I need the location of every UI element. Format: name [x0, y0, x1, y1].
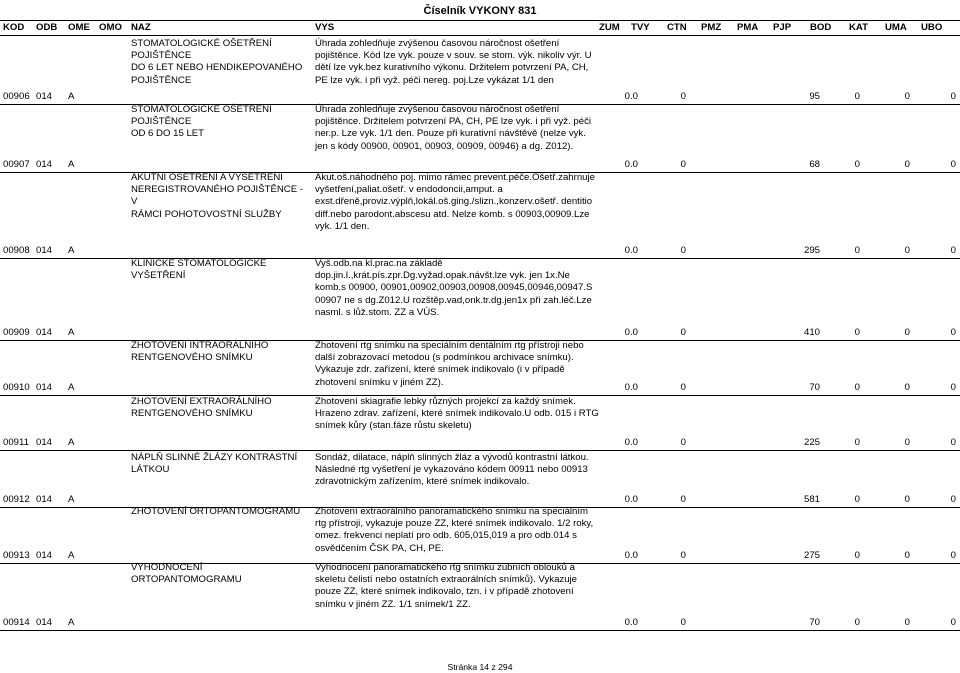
row-description-line: Vyhodnocení panoramatického rtg snímku zubních oblouků a	[315, 562, 575, 573]
row-code: 00907	[3, 159, 30, 170]
row-name	[131, 258, 311, 282]
row-zum: 0.0	[624, 327, 638, 338]
row-zum: 0.0	[624, 245, 638, 256]
row-uma: 0	[904, 382, 910, 393]
row-name	[131, 104, 311, 141]
row-description-line: dop.jin.l.,krát.pís.zpr.Dg.vyžad.opak.návšt.lze vyk. jen 1x.Ne	[315, 270, 570, 282]
col-ubo: UBO	[921, 22, 943, 33]
col-ome: OME	[68, 22, 90, 33]
row-bod: 70	[809, 382, 820, 393]
row-description-line: omez. frekvenci neplatí pro odb. 605,015,019 a pro odb.014 s	[315, 530, 577, 542]
row-description-line: Úhrada zohledňuje zvýšenou časovou náročnost ošetření	[315, 104, 560, 115]
row-omo: A	[68, 91, 75, 102]
row-description-line: Akut.oš.náhodného poj. mimo rámec prevent.péče.Ošetř.zahrnuje	[315, 172, 595, 183]
row-omo: A	[68, 327, 75, 338]
row-name	[131, 452, 311, 476]
row-omo: A	[68, 494, 75, 505]
row-zum: 0.0	[624, 382, 638, 393]
row-name-line: LÁTKOU	[131, 464, 170, 476]
row-bod: 275	[803, 550, 820, 561]
page-footer: Stránka 14 z 294	[447, 662, 513, 672]
row-omo: A	[68, 617, 75, 628]
row-description	[315, 506, 605, 555]
row-code: 00912	[3, 494, 30, 505]
col-pjp: PJP	[773, 22, 792, 33]
row-name	[131, 172, 311, 221]
row-bod: 70	[809, 617, 820, 628]
row-name-line: RÁMCI POHOTOVOSTNÍ SLUŽBY	[131, 208, 282, 220]
row-omo: A	[68, 550, 75, 561]
row-kat: 0	[854, 91, 860, 102]
row-ctn: 0	[680, 437, 686, 448]
row-description-line: rtg přístroji, vykazuje pouze ZZ, které snímek indikovalo. 1/2 roky,	[315, 518, 594, 530]
row-ubo: 0	[950, 617, 956, 628]
table-row	[0, 90, 960, 105]
row-odb: 014	[36, 437, 53, 448]
row-code: 00910	[3, 382, 30, 393]
table-row	[0, 326, 960, 341]
row-name	[131, 340, 311, 364]
row-name-line: NÁPLŇ SLINNÉ ŽLÁZY KONTRASTNÍ	[131, 452, 298, 463]
row-omo: A	[68, 382, 75, 393]
row-ctn: 0	[680, 382, 686, 393]
row-name-line: KLINICKÉ STOMATOLOGICKÉ VYŠETŘENÍ	[131, 258, 267, 282]
row-bod: 225	[803, 437, 820, 448]
row-description-line: komb.s 00900, 00901,00902,00903,00908,00945,00946,00947.S	[315, 282, 593, 294]
table-row	[0, 616, 960, 631]
row-uma: 0	[904, 159, 910, 170]
row-description-line: osvědčením ČSK PA, CH, PE.	[315, 542, 444, 554]
row-name	[131, 506, 311, 518]
row-zum: 0.0	[624, 159, 638, 170]
row-ubo: 0	[950, 550, 956, 561]
row-ctn: 0	[680, 494, 686, 505]
row-description	[315, 258, 605, 319]
table-row	[0, 158, 960, 173]
row-description-line: zdravotnickým zařízením, které snímek indikovalo.	[315, 476, 530, 488]
row-name-line: ZHOTOVENÍ ORTOPANTOMOGRAMU	[131, 506, 301, 517]
row-kat: 0	[854, 245, 860, 256]
col-tvy: TVY	[631, 22, 650, 33]
row-name-line: AKUTNÍ OŠETŘENÍ A VYŠETŘENÍ	[131, 172, 283, 183]
row-kat: 0	[854, 550, 860, 561]
row-uma: 0	[904, 245, 910, 256]
table-row	[0, 436, 960, 451]
row-name-line: VYHODNOCENÍ ORTOPANTOMOGRAMU	[131, 562, 242, 586]
row-omo: A	[68, 437, 75, 448]
row-omo: A	[68, 245, 75, 256]
col-bod: BOD	[810, 22, 832, 33]
row-description-line: PE lze vyk. i při vyž. péči nereg. poj.Lze vykázat 1/1 den	[315, 74, 554, 86]
row-ubo: 0	[950, 91, 956, 102]
row-description	[315, 562, 605, 611]
row-ctn: 0	[680, 617, 686, 628]
row-odb: 014	[36, 494, 53, 505]
row-zum: 0.0	[624, 617, 638, 628]
col-uma: UMA	[885, 22, 907, 33]
col-kod: KOD	[3, 22, 25, 33]
row-ctn: 0	[680, 327, 686, 338]
col-omo: OMO	[99, 22, 122, 33]
row-ctn: 0	[680, 91, 686, 102]
row-name-line: OD 6 DO 15 LET	[131, 128, 205, 140]
row-odb: 014	[36, 245, 53, 256]
row-ctn: 0	[680, 245, 686, 256]
row-kat: 0	[854, 159, 860, 170]
col-pma: PMA	[737, 22, 759, 33]
row-description-line: Sondáž, dilatace, náplň slinných žláz a vývodů kontrastní látkou.	[315, 452, 589, 463]
row-kat: 0	[854, 382, 860, 393]
col-pmz: PMZ	[701, 22, 722, 33]
row-kat: 0	[854, 494, 860, 505]
row-description-line: Vykazuje zdr. zařízení, které snímek indikovalo (i v případě	[315, 364, 565, 376]
column-header-row	[0, 20, 960, 36]
row-ctn: 0	[680, 550, 686, 561]
row-bod: 410	[803, 327, 820, 338]
row-ubo: 0	[950, 494, 956, 505]
row-zum: 0.0	[624, 437, 638, 448]
table-row	[0, 381, 960, 396]
row-code: 00909	[3, 327, 30, 338]
row-name-line: NEREGISTROVANÉHO POJIŠTĚNCE - V	[131, 184, 303, 208]
row-odb: 014	[36, 159, 53, 170]
row-code: 00913	[3, 550, 30, 561]
row-name-line: ZHOTOVENÍ EXTRAORÁLNÍHO	[131, 396, 272, 407]
row-kat: 0	[854, 437, 860, 448]
row-ubo: 0	[950, 327, 956, 338]
row-omo: A	[68, 159, 75, 170]
row-description-line: ner.p. Lze vyk. 1/1 den. Pouze při kurativní návštěvě (nelze vyk.	[315, 128, 586, 140]
col-kat: KAT	[849, 22, 869, 33]
row-description	[315, 396, 605, 433]
col-zum: ZUM	[599, 22, 620, 33]
row-bod: 68	[809, 159, 820, 170]
row-description	[315, 104, 605, 153]
row-kat: 0	[854, 327, 860, 338]
col-odb: ODB	[36, 22, 58, 33]
row-bod: 581	[803, 494, 820, 505]
row-description-line: vyk. 1/1 den.	[315, 220, 370, 232]
row-description-line: další zobrazovací metodou (s podmínkou archivace snímku).	[315, 352, 574, 364]
row-zum: 0.0	[624, 91, 638, 102]
row-description-line: Úhrada zohledňuje zvýšenou časovou náročnost ošetření	[315, 38, 560, 49]
row-description-line: Hrazeno zdrav. zařízení, které snímek indikovalo.U odb. 015 i RTG	[315, 408, 599, 420]
row-description-line: Zhotovení skiagrafie lebky různých projekcí za každý snímek.	[315, 396, 576, 407]
row-odb: 014	[36, 382, 53, 393]
row-description	[315, 38, 605, 87]
row-description-line: jen s kódy 00900, 00901, 00903, 00909, 00946) a dg. Z012).	[315, 140, 574, 152]
row-description-line: pojištěnce. Držitelem potvrzení PA, CH, PE lze vyk. i při vyž. péči	[315, 116, 591, 128]
row-description-line: snímek kůry (stan.fáze růstu skeletu)	[315, 420, 472, 432]
row-name-line: DO 6 LET NEBO HENDIKEPOVANÉHO	[131, 62, 303, 74]
row-name	[131, 38, 311, 87]
row-odb: 014	[36, 327, 53, 338]
row-name-line: STOMATOLOGICKÉ OŠETŘENÍ POJIŠTĚNCE	[131, 38, 272, 62]
row-bod: 95	[809, 91, 820, 102]
row-description-line: Vyš.odb.na kl.prac.na základě	[315, 258, 443, 269]
row-ubo: 0	[950, 382, 956, 393]
row-kat: 0	[854, 617, 860, 628]
row-description-line: vyšetření,paliat.ošetř. v endodoncii,amput. a	[315, 184, 503, 196]
row-name-line: RENTGENOVÉHO SNÍMKU	[131, 408, 253, 420]
row-name	[131, 562, 311, 586]
col-naz: NAZ	[131, 22, 151, 33]
col-vys: VYS	[315, 22, 335, 33]
row-uma: 0	[904, 327, 910, 338]
row-name-line: ZHOTOVENÍ INTRAORÁLNÍHO	[131, 340, 269, 351]
row-description-line: pojištěnce. Kód lze vyk. pouze v souv. se stom. výk. nikoliv výr. U	[315, 50, 592, 62]
row-description	[315, 172, 605, 233]
table-row	[0, 244, 960, 259]
row-name-line: STOMATOLOGICKÉ OŠETŘENÍ POJIŠTĚNCE	[131, 104, 272, 128]
row-name-line: POJIŠTĚNCE	[131, 74, 192, 86]
row-uma: 0	[904, 550, 910, 561]
row-description-line: 00907 ne s dg.Z012.U rozštěp.vad,onk.tr.dg.jen1x při zah.léč.Lze	[315, 294, 592, 306]
row-description-line: Zhotovení rtg snímku na speciálním dentálním rtg přístroji nebo	[315, 340, 584, 351]
row-description	[315, 452, 605, 489]
row-bod: 295	[803, 245, 820, 256]
row-description-line: diff.nebo parodont.abscesu atd. Nelze komb. s 00903,00909.Lze	[315, 208, 590, 220]
row-code: 00908	[3, 245, 30, 256]
row-description-line: nasml. s lůž.stom. ZZ a VÚS.	[315, 306, 440, 318]
row-odb: 014	[36, 91, 53, 102]
row-name	[131, 396, 311, 420]
row-description-line: snímku v jiném ZZ. 1/1 snímek/1 ZZ.	[315, 598, 471, 610]
row-uma: 0	[904, 617, 910, 628]
row-description-line: pouze ZZ, které snímek indikovalo, tzn. i v případě zhotovení	[315, 586, 574, 598]
row-description-line: zhotovení snímku v jiném ZZ).	[315, 376, 444, 388]
col-ctn: CTN	[667, 22, 687, 33]
row-description-line: dětí lze vyk.bez kurativního výkonu. Držitelem potvrzení PA, CH,	[315, 62, 589, 74]
row-code: 00914	[3, 617, 30, 628]
row-zum: 0.0	[624, 550, 638, 561]
row-code: 00911	[3, 437, 29, 448]
row-description-line: Zhotovení extraorálního panoramatického snímku na speciálním	[315, 506, 589, 517]
page-title: Číselník VYKONY 831	[423, 5, 537, 17]
row-odb: 014	[36, 617, 53, 628]
row-zum: 0.0	[624, 494, 638, 505]
row-code: 00906	[3, 91, 30, 102]
row-name-line: RENTGENOVÉHO SNÍMKU	[131, 352, 253, 364]
row-odb: 014	[36, 550, 53, 561]
row-uma: 0	[904, 437, 910, 448]
row-uma: 0	[904, 494, 910, 505]
row-ubo: 0	[950, 437, 956, 448]
row-description-line: exst.dřeně,proviz.výplň,lokál.oš.ging./slizn.,konzerv.ošetř. dentitio	[315, 196, 593, 208]
row-ubo: 0	[950, 245, 956, 256]
row-description-line: Následné rtg vyšetření je vykazováno kódem 00911 nebo 00913	[315, 464, 588, 476]
row-description-line: skeletu čelistí nebo ostatních extraorálních snímků). Vykazuje	[315, 574, 578, 586]
row-uma: 0	[904, 91, 910, 102]
row-ubo: 0	[950, 159, 956, 170]
row-ctn: 0	[680, 159, 686, 170]
